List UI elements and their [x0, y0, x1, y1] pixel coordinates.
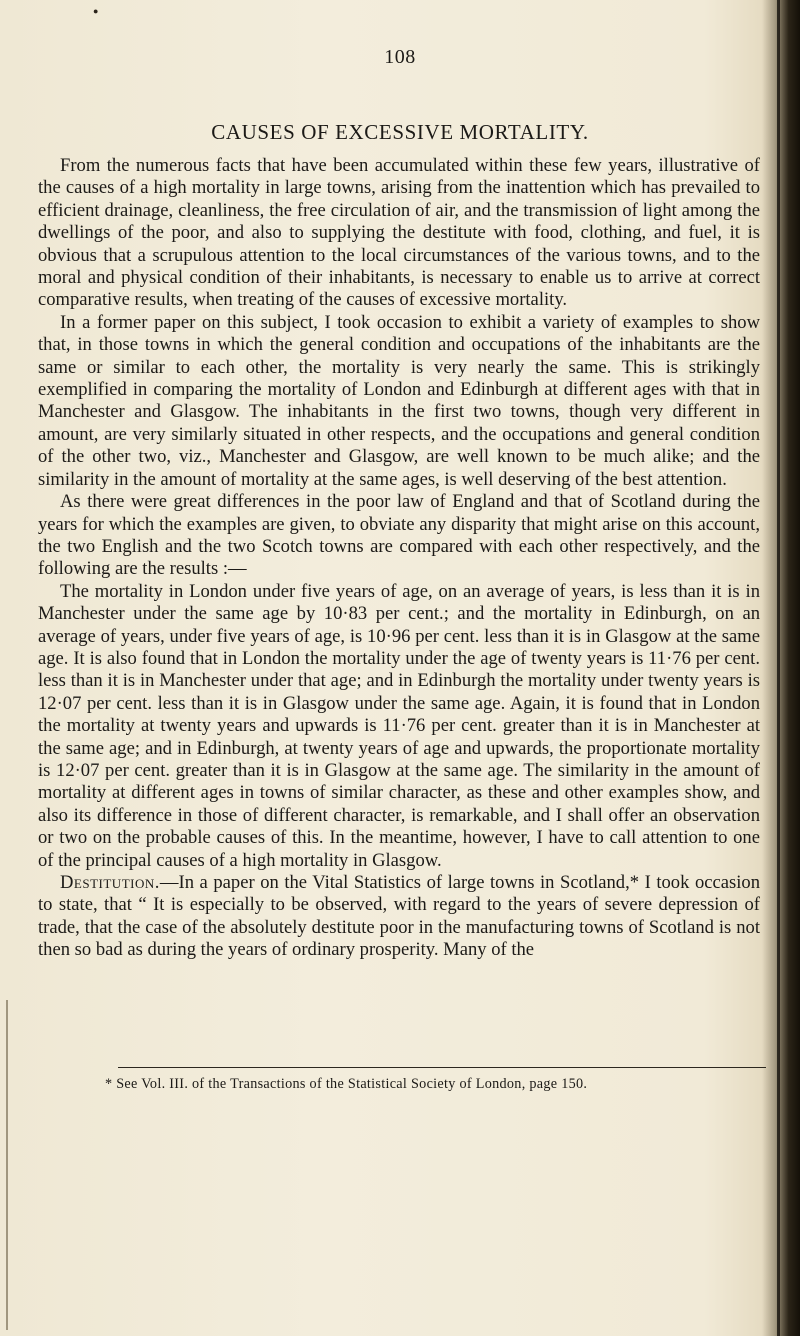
page-edge-mark	[6, 1000, 8, 1330]
footnote: * See Vol. III. of the Transactions of the Statistical Society of London, page 150.	[105, 1076, 588, 1092]
paragraph: From the numerous facts that have been accumulated within these few years, illustrative of the causes of a high mortality in large towns, arising from the inattention which has prevailed to efficient drainage, cleanliness, the free circulation of air, and the transmission of light among the dwellings of the poor, and also to supplying the destitute with food, clothing, and fuel, it is obvious that a scrupulous attention to the local circumstances of the various towns, and to the moral and physical condition of their inhabitants, is necessary to enable us to arrive at correct comparative results, when treating of the causes of excessive mortality.	[38, 155, 760, 311]
page-title: CAUSES OF EXCESSIVE MORTALITY.	[211, 120, 589, 144]
binding-shadow	[762, 0, 800, 1336]
binding-edge	[777, 0, 780, 1336]
paragraph: As there were great differences in the poor law of England and that of Scotland during the years for which the examples are given, to obviate any disparity that might arise on this account, the two English and the two Scotch towns are compared with each other respectively, and the following are the results :—	[38, 491, 760, 580]
page-number: 108	[384, 46, 416, 68]
paragraph-text: —In a paper on the Vital Statistics of large towns in Scotland,* I took occasion to state, that “ It is especially to be observed, with regard to the years of severe depression of trade, that the case of the absolutely destitute poor in the manufacturing towns of Scotland is not then so bad as during the years of ordinary prosperity. Many of the	[38, 872, 760, 961]
printer-mark-icon: ●	[93, 6, 99, 16]
body-text	[38, 155, 760, 962]
paragraph: The mortality in London under five years of age, on an average of years, is less than it is in Manchester under the same age by 10·83 per cent.; and the mortality in Edinburgh, on an average of years, under five years of age, is 10·96 per cent. less than it is in Glasgow at the same age. It is also found that in London the mortality under the age of twenty years is 11·76 per cent. less than it is in Manchester under that age; and in Edinburgh the mortality under twenty years is 12·07 per cent. less than it is in Glasgow under the same age. Again, it is found that in London the mortality at twenty years and upwards is 11·76 per cent. greater than it is in Manchester at the same age; and in Edinburgh, at twenty years of age and upwards, the proportionate mortality is 12·07 per cent. greater than it is in Glasgow at the same age. The similarity in the amount of mortality at different ages in towns of similar character, as these and other examples show, and also its difference in those of different character, is remarkable, and I shall offer an observation or two on the probable causes of this. In the meantime, however, I have to call attention to one of the principal causes of a high mortality in Glasgow.	[38, 580, 760, 871]
paragraph	[38, 872, 760, 962]
section-lead: Destitution.	[60, 872, 160, 893]
footnote-divider	[118, 1067, 766, 1068]
paragraph: In a former paper on this subject, I took occasion to exhibit a variety of examples to show that, in those towns in which the general condition and occupations of the inhabitants are the same or similar to each other, the mortality is very nearly the same. This is strikingly exemplified in comparing the mortality of London and Edinburgh at different ages with that in Manchester and Glasgow. The inhabitants in the first two towns, though very different in amount, are very similarly situated in other respects, and the occupations and general condition of the other two, viz., Manchester and Glasgow, are well known to be much alike; and the similarity in the amount of mortality at the same ages, is well deserving of the best attention.	[38, 311, 760, 490]
